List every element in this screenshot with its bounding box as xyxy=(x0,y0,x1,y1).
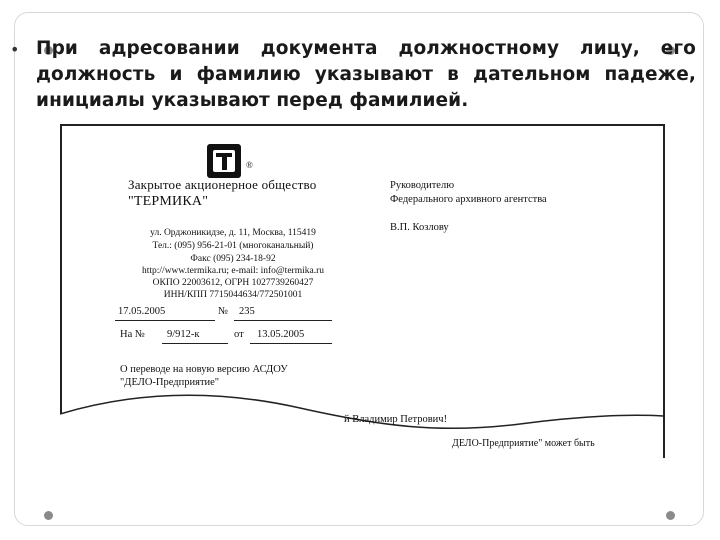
date-underline xyxy=(115,320,215,321)
document-number: 235 xyxy=(239,306,255,317)
address-line: Тел.: (095) 956-21-01 (многоканальный) xyxy=(152,241,314,251)
body-fragment: ДЕЛО-Предприятие" может быть xyxy=(452,438,595,449)
address-line: Факс (095) 234-18-92 xyxy=(190,254,276,264)
recipient-line1: Руководителю xyxy=(390,180,455,191)
document-sample-image xyxy=(60,124,665,458)
corner-dot-bottom-right xyxy=(666,511,675,520)
subject-line2: "ДЕЛО-Предприятие" xyxy=(120,377,220,388)
corner-dot-bottom-left xyxy=(44,511,53,520)
org-name-line2: "ТЕРМИКА" xyxy=(128,194,209,209)
address-line: http://www.termika.ru; e-mail: info@termika.ru xyxy=(142,266,324,276)
subject-line1: О переводе на новую версию АСДОУ xyxy=(120,364,288,375)
number-label: № xyxy=(218,306,229,317)
ref-number: 9/912-к xyxy=(167,329,200,340)
company-logo-icon xyxy=(207,144,241,178)
document-date: 17.05.2005 xyxy=(118,306,166,317)
ref-date: 13.05.2005 xyxy=(257,329,305,340)
ref-number-underline xyxy=(162,343,228,344)
registered-mark: ® xyxy=(246,160,253,170)
ref-label: На № xyxy=(120,329,145,340)
org-name-line1: Закрытое акционерное общество xyxy=(128,177,317,192)
address-line: ОКПО 22003612, ОГРН 1027739260427 xyxy=(152,278,314,288)
address-line: ул. Орджоникидзе, д. 11, Москва, 115419 xyxy=(150,228,316,238)
document-left-border xyxy=(60,124,62,414)
recipient-line2: Федерального архивного агентства xyxy=(390,194,547,205)
ref-date-label: от xyxy=(234,329,244,340)
address-line: ИНН/КПП 7715044634/772501001 xyxy=(163,290,303,300)
number-underline xyxy=(234,320,332,321)
ref-date-underline xyxy=(250,343,332,344)
bullet-text: При адресовании документа должностному лицу, его должность и фамилию указывают в дательном падеже, инициалы указывают перед фамилией. xyxy=(36,38,696,111)
document-top-border xyxy=(60,124,663,126)
greeting-fragment: й Владимир Петрович! xyxy=(344,414,448,425)
recipient-name: В.П. Козлову xyxy=(390,222,449,233)
bullet-symbol: • xyxy=(10,40,20,59)
